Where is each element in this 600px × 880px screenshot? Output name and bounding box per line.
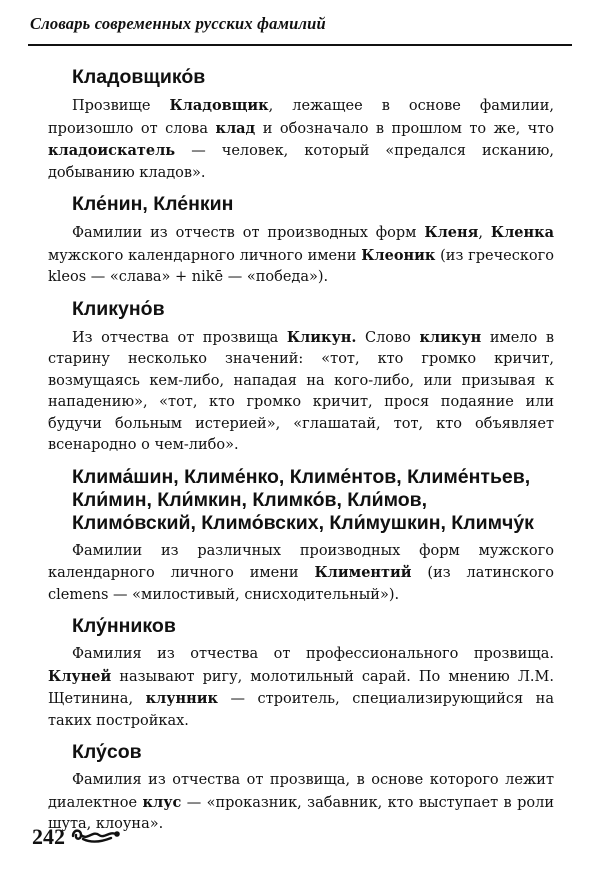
entry [48, 466, 554, 607]
text-run: Из отчества от прозвища [72, 329, 287, 346]
entry-body [48, 327, 554, 457]
entry [48, 298, 554, 457]
text-run: и обозначало в прошлом то же, что [255, 120, 554, 137]
text-run: мужского календарного личного имени [48, 247, 362, 264]
bold-term: клунник [145, 690, 219, 707]
bold-term: кликун [419, 328, 482, 346]
bold-term: Клеоник [361, 246, 436, 264]
text-run: , [478, 225, 491, 241]
header-rule [28, 44, 572, 46]
entry-title: Кладовщико́в [72, 66, 206, 88]
entry-body [48, 770, 554, 836]
entry-title: Кликуно́в [72, 297, 165, 320]
text-run: (из латинского clemens — «милостивый, снисходительный»). [48, 565, 554, 603]
entry [48, 741, 554, 836]
bold-term: клад [215, 119, 256, 137]
entry-body [48, 644, 554, 732]
bold-term: Климентий [314, 564, 412, 581]
entry [48, 193, 554, 289]
bold-term: Кленка [490, 224, 555, 241]
bold-term: клус [142, 793, 182, 811]
page-footer [32, 824, 121, 850]
text-run: Фамилия из отчества от профессионального прозвища. [72, 646, 554, 662]
bold-term: Кладовщик [169, 97, 269, 114]
entry [48, 66, 554, 184]
dictionary-content [48, 66, 554, 845]
entry-body [48, 95, 554, 184]
page-number: 242 [32, 824, 65, 849]
text-run: Фамилия из отчества от прозвища, в основе которого лежит диалектное [48, 772, 554, 811]
text-run: Прозвище [72, 98, 170, 114]
entry-body [48, 541, 554, 607]
text-run: Фамилии из различных производных форм мужского календарного личного имени [48, 542, 554, 581]
text-run: Слово [356, 329, 420, 346]
entry-body [48, 222, 554, 289]
entry-title: Клима́шин, Климе́нко, Климе́нтов, Климе́нтьев, Кли́мин, Кли́мкин, Климко́в, Кли́мов, Климо́вский, Климо́вских, Кли́мушкин, Климчу́к [72, 465, 534, 534]
text-run: — человек, который «предался исканию, добыванию кладов». [48, 143, 554, 181]
text-run: (из греческого kleos — «слава» + nikē — «победа»). [48, 247, 554, 285]
entry [48, 615, 554, 732]
running-header: Словарь современных русских фамилий [30, 14, 326, 33]
bold-term: кладоискатель [48, 142, 176, 159]
bold-term: Кленя [424, 224, 479, 241]
text-run: — «проказник, забавник, кто выступает в роли шута, клоуна». [48, 794, 554, 832]
text-run: Фамилии из отчеств от производных форм [72, 225, 425, 241]
text-run: называют ригу, молотильный сарай. По мнению Л.М. Щетинина, [48, 668, 554, 707]
entry-title: Клу́нников [72, 615, 176, 637]
text-run: имело в старину несколько значений: «тот, кто громко кричит, возмущаясь кем-либо, нападая на кого-либо, или призывая к нападению», «тот, кто громко кричит, прося подаяние или будучи больным истерией», «глашатай, тот, кто объявляет всенародно о чем-либо». [48, 329, 554, 453]
entry-title: Кле́нин, Кле́нкин [72, 193, 234, 215]
text-run: , лежащее в основе фамилии, произошло от слова [48, 98, 554, 137]
bold-term: Клуней [48, 667, 112, 685]
bold-term: Кликун. [286, 328, 357, 346]
text-run: — строитель, специализирующийся на таких постройках. [48, 691, 554, 729]
curl-ornament-icon [69, 826, 121, 848]
entry-title: Клу́сов [72, 741, 142, 763]
